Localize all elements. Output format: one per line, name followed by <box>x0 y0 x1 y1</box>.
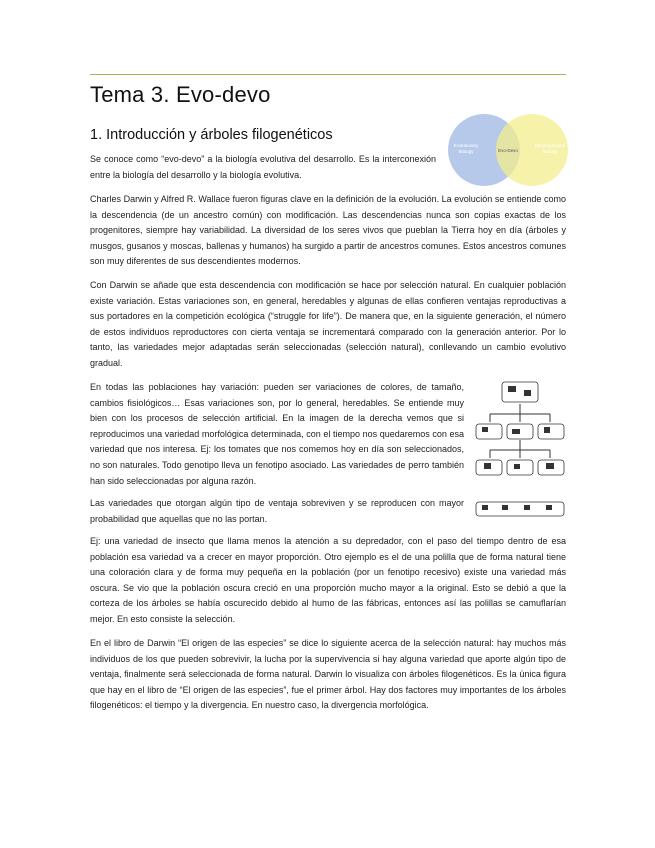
section-heading: 1. Introducción y árboles filogenéticos <box>90 127 333 143</box>
paragraph-7: En el libro de Darwin “El origen de las especies” se dice lo siguiente acerca de la selección natural: hay muchos más individuos de los que pueden sobrevivir, la lucha por la supervivencia si hay alguna variedad que aporte algún tipo de ventaja, finalmente será seleccionada de forma natural. Darwin lo visualiza con árboles filogenéticos. Es la única figura que hay en el libro de “El origen de las especies”, fue el primer árbol. Hay dos factores muy importantes de los árboles filogenéticos: el tiempo y la divergencia. En nuestro caso, la divergencia morfológica. <box>90 638 566 711</box>
paragraph-5: Las variedades que otorgan algún tipo de ventaja sobreviven y se reproducen con mayor probabilidad que aquellas que no las portan. <box>90 498 464 524</box>
venn-label-center: Evo-Devo <box>498 148 518 153</box>
top-rule <box>90 74 566 75</box>
page-title: Tema 3. Evo-devo <box>90 82 271 107</box>
venn-label-left-1: Evolutionary <box>453 143 479 148</box>
evo-devo-venn-diagram <box>444 112 572 188</box>
venn-label-right-1: Developmental <box>534 143 566 148</box>
venn-label-right-2: Biology <box>542 149 558 154</box>
venn-label-left-2: Biology <box>458 149 474 154</box>
paragraph-3: Con Darwin se añade que esta descendencia con modificación se hace por selección natural. En cualquier población existe variación. Estas variaciones son, en general, heredables y algunas de ellas confieren ventajas reproductivas a sus portadores en la competición ecológica (“struggle for life”). De manera que, en la siguiente generación, el número de estos individuos reproductores con cierta ventaja se incrementará comparado con la generación anterior. Por lo tanto, las variedades mejor adaptadas serán seleccionadas (selección natural), conllevando un cambio evolutivo gradual. <box>90 280 566 368</box>
paragraph-4: En todas las poblaciones hay variación: pueden ser variaciones de colores, de tamaño, cambios fisiológicos… Esas variaciones son, por lo general, heredables. Se entiende muy bien con los procesos de selección artificial. En la imagen de la derecha vemos que si reproducimos una variedad morfológica determinada, con el tiempo nos quedaremos con esa variedad que nos interesa. Ej: los tomates que nos comemos hoy en día son seleccionados, no son naturales. Todo genotipo lleva un fenotipo asociado. Las variedades de perro también han sido seleccionadas por alguna razón. <box>90 382 464 486</box>
paragraph-1: Se conoce como “evo-devo” a la biología evolutiva del desarrollo. Es la interconexión entre la biología del desarrollo y la biología evolutiva. <box>90 154 436 180</box>
cow-icon <box>476 424 502 439</box>
cow-icon <box>538 424 564 439</box>
artificial-selection-cattle-figure <box>472 376 568 524</box>
cow-icon <box>502 382 538 402</box>
paragraph-2: Charles Darwin y Alfred R. Wallace fueron figuras clave en la definición de la evolución. La evolución se entiende como la descendencia (de un ancestro común) con modificación. Las descendencias nunca son copias exactas de los progenitores, siempre hay variabilidad. La diversidad de los seres vivos que pueblan la Tierra hoy en día (árboles y musgos, gusanos y moscas, ballenas y humanos) ha surgido a partir de ancestros comunes. Estos ancestros comunes son muy diferentes de sus descendientes modernos. <box>90 194 566 267</box>
paragraph-6: Ej: una variedad de insecto que llama menos la atención a su depredador, con el paso del tiempo dentro de esa población esa variedad va a crecer en mayor proporción. Otro ejemplo es el de una polilla que de forma natural tiene una coloración clara y de forma muy pequeña en la población (por un fenotipo recesivo) existe una variedad más oscura. Se vio que la población oscura creció en una proporción mucho mayor a la original. Esto se debió a que la corteza de los árboles se había oscurecido debido al humo de las fábricas, entonces así las polillas se camuflarían mejor. En esto consiste la selección. <box>90 536 566 624</box>
